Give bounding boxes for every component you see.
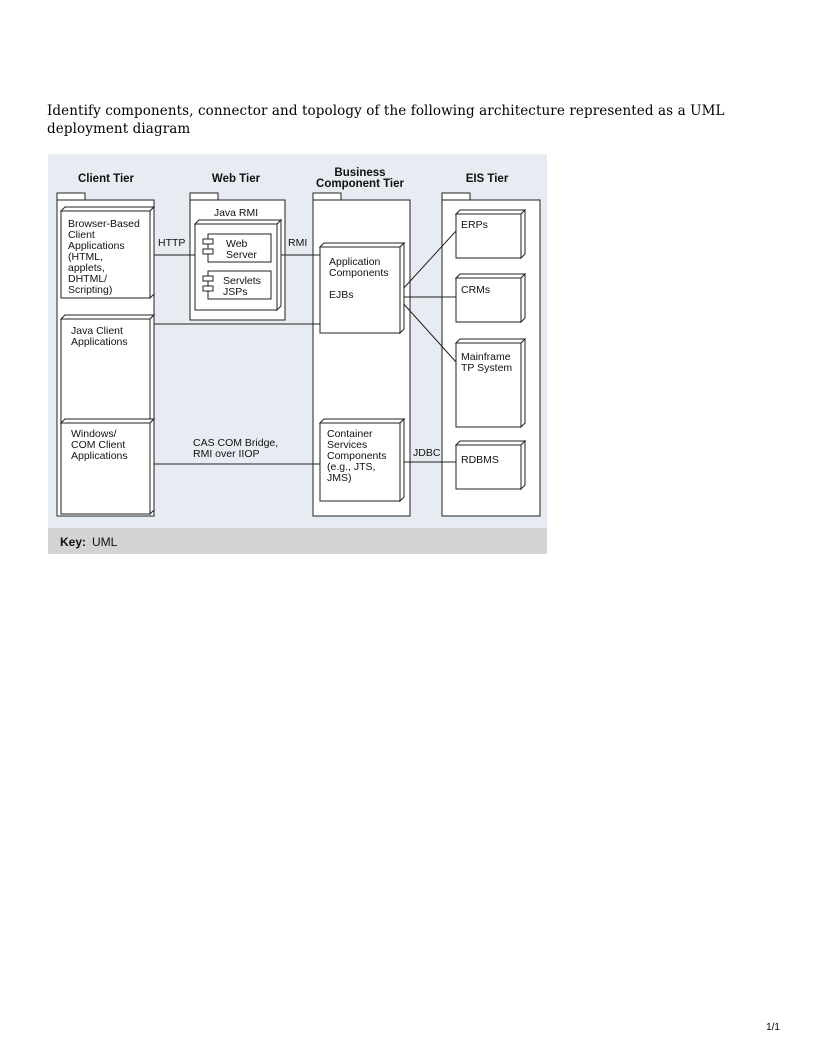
key-value: UML bbox=[92, 535, 118, 549]
java-rmi-label: Java RMI bbox=[213, 207, 259, 219]
servlets-label: Servlets JSPs bbox=[223, 275, 261, 298]
web-tier-title: Web Tier bbox=[211, 173, 261, 185]
eis-tier-title: EIS Tier bbox=[465, 173, 509, 185]
http-label: HTTP bbox=[158, 237, 186, 249]
node-erps bbox=[456, 210, 525, 258]
erps-label: ERPs bbox=[461, 219, 488, 231]
question-text: Identify components, connector and topology of the following architecture represented as a UML deployment diagram bbox=[47, 103, 725, 137]
client-tier-title: Client Tier bbox=[77, 173, 135, 185]
rdbms-label: RDBMS bbox=[461, 454, 499, 466]
node-crms bbox=[456, 274, 525, 322]
key-label: Key: bbox=[60, 535, 87, 549]
web-server-label: Web Server bbox=[226, 238, 257, 261]
container-services-label: Container Services Components (e.g., JTS, JMS) bbox=[327, 428, 387, 484]
key-bar bbox=[48, 528, 547, 554]
jdbc-label: JDBC bbox=[413, 447, 441, 459]
application-components-label: Application Components bbox=[329, 256, 389, 279]
java-client-label: Java Client Applications bbox=[71, 325, 128, 348]
page-number: 1/1 bbox=[766, 1022, 780, 1033]
uml-deployment-diagram bbox=[48, 154, 547, 554]
rmi-label: RMI bbox=[288, 237, 308, 249]
business-tier-title-line2: Component Tier bbox=[316, 178, 404, 190]
browser-client-label: Browser-Based Client Applications (HTML, applets, DHTML/ Scripting) bbox=[68, 218, 140, 296]
business-tier-title-line1: Business bbox=[334, 167, 386, 179]
cas-com-bridge-label: CAS COM Bridge, RMI over IIOP bbox=[193, 437, 279, 460]
ejbs-label: EJBs bbox=[329, 289, 354, 301]
mainframe-label: Mainframe TP System bbox=[461, 351, 513, 374]
windows-client-label: Windows/ COM Client Applications bbox=[71, 428, 128, 462]
crms-label: CRMs bbox=[461, 284, 491, 296]
